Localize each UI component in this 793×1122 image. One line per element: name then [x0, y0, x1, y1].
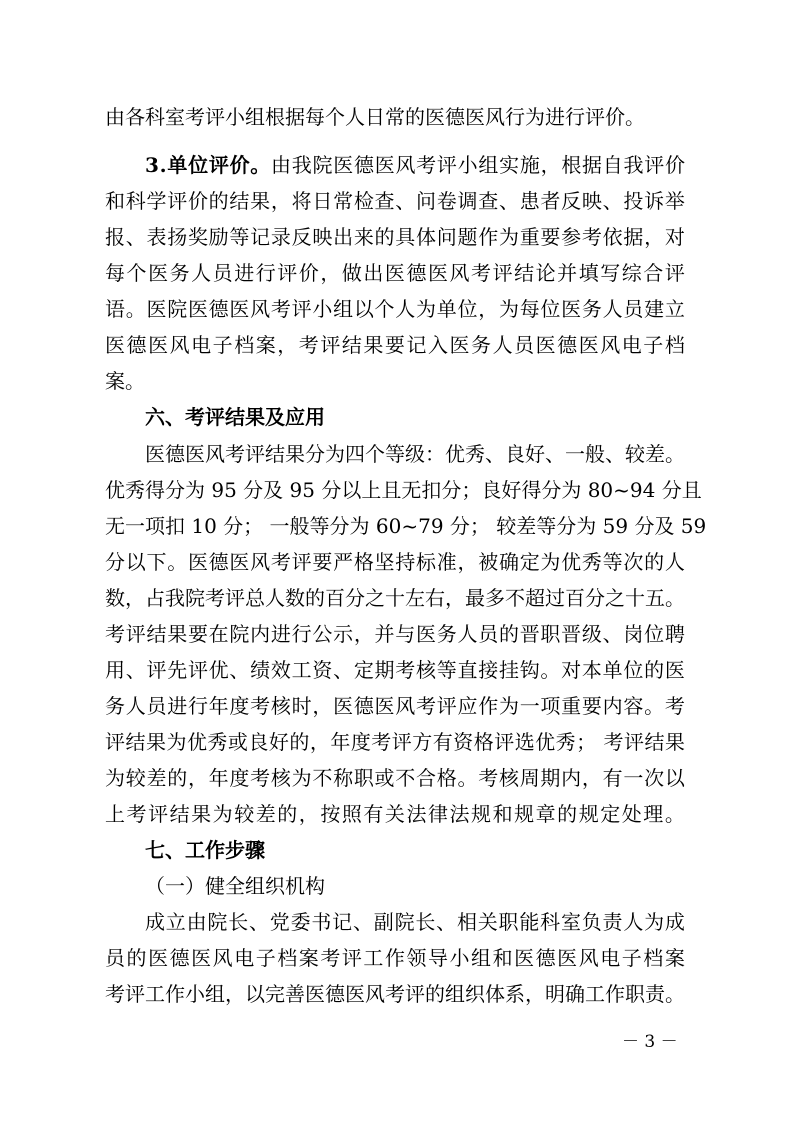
page-number: － 3 － — [622, 1032, 678, 1052]
text-line: 每 个 医 务 人 员 进 行 评 价 ， 做 出 医 德 医 风 考 评 结 论 并 填 写 综 合 评 — [105, 261, 685, 285]
text-line: 由各科室考评小组根据每个人日常的医德医风行为进行评价。 — [105, 105, 645, 129]
text-line: 员 的 医 德 医 风 电 子 档 案 考 评 工 作 领 导 小 组 和 医 德 医 风 电 子 档 案 — [105, 946, 685, 970]
text-line: 数 ， 占 我 院 考 评 总 人 数 的 百 分 之 十 左 右 ， 最 多 不 超 过 百 分 之 十 五 。 — [105, 586, 685, 610]
text-line: 考 评 结 果 要 在 院 内 进 行 公 示 ， 并 与 医 务 人 员 的 晋 职 晋 级 、 岗 位 聘 — [105, 622, 685, 646]
text-line: 语 。 医 院 医 德 医 风 考 评 小 组 以 个 人 为 单 位 ， 为 每 位 医 务 人 员 建 立 — [105, 297, 685, 321]
section-heading: 七、工作步骤 — [145, 838, 265, 862]
text-line: 评 结 果 为 优 秀 或 良 好 的 ， 年 度 考 评 方 有 资 格 评 选 优 秀 ； 考 评 结 果 — [105, 730, 685, 754]
text-line: （一）健全组织机构 — [145, 874, 325, 898]
text-line: 案。 — [105, 369, 145, 393]
text-line: 报 、 表 扬 奖 励 等 记 录 反 映 出 来 的 具 体 问 题 作 为 重 要 参 考 依 据 ， 对 — [105, 225, 685, 249]
text-line: 为 较 差 的 ， 年 度 考 核 为 不 称 职 或 不 合 格 。 考 核 周 期 内 ， 有 一 次 以 — [105, 766, 685, 790]
text-line: 分 以 下 。 医 德 医 风 考 评 要 严 格 坚 持 标 准 ， 被 确 定 为 优 秀 等 次 的 人 — [105, 550, 685, 574]
text-line: 3 . 单 位 评 价 。 由 我 院 医 德 医 风 考 评 小 组 实 施 ， 根 据 自 我 评 价 — [145, 153, 685, 177]
text-line: 优 秀 得 分 为 95 分 及 95 分 以 上 且 无 扣 分 ； 良 好 得 分 为 80~94 分 且 — [105, 478, 702, 502]
text-line: 医 德 医 风 电 子 档 案 ， 考 评 结 果 要 记 入 医 务 人 员 医 德 医 风 电 子 档 — [105, 333, 685, 357]
text-line: 考 评 工 作 小 组 ， 以 完 善 医 德 医 风 考 评 的 组 织 体 系 ， 明 确 工 作 职 责 。 — [105, 982, 685, 1006]
section-heading: 六、考评结果及应用 — [145, 405, 325, 429]
text-line: 无 一 项 扣 10 分 ； 一 般 等 分 为 60~79 分 ； 较 差 等 分 为 59 分 及 59 — [105, 514, 707, 538]
text-line: 和 科 学 评 价 的 结 果 ， 将 日 常 检 查 、 问 卷 调 查 、 患 者 反 映 、 投 诉 举 — [105, 189, 685, 213]
text-line: 务 人 员 进 行 年 度 考 核 时 ， 医 德 医 风 考 评 应 作 为 一 项 重 要 内 容 。 考 — [105, 694, 685, 718]
text-line: 成 立 由 院 长 、 党 委 书 记 、 副 院 长 、 相 关 职 能 科 室 负 责 人 为 成 — [145, 910, 685, 934]
text-line: 用 、 评 先 评 优 、 绩 效 工 资 、 定 期 考 核 等 直 接 挂 钩 。 对 本 单 位 的 医 — [105, 658, 685, 682]
text-line: 医 德 医 风 考 评 结 果 分 为 四 个 等 级 ： 优 秀 、 良 好 、 一 般 、 较 差 。 — [145, 442, 685, 466]
text-line: 上 考 评 结 果 为 较 差 的 ， 按 照 有 关 法 律 法 规 和 规 章 的 规 定 处 理 。 — [105, 802, 685, 826]
